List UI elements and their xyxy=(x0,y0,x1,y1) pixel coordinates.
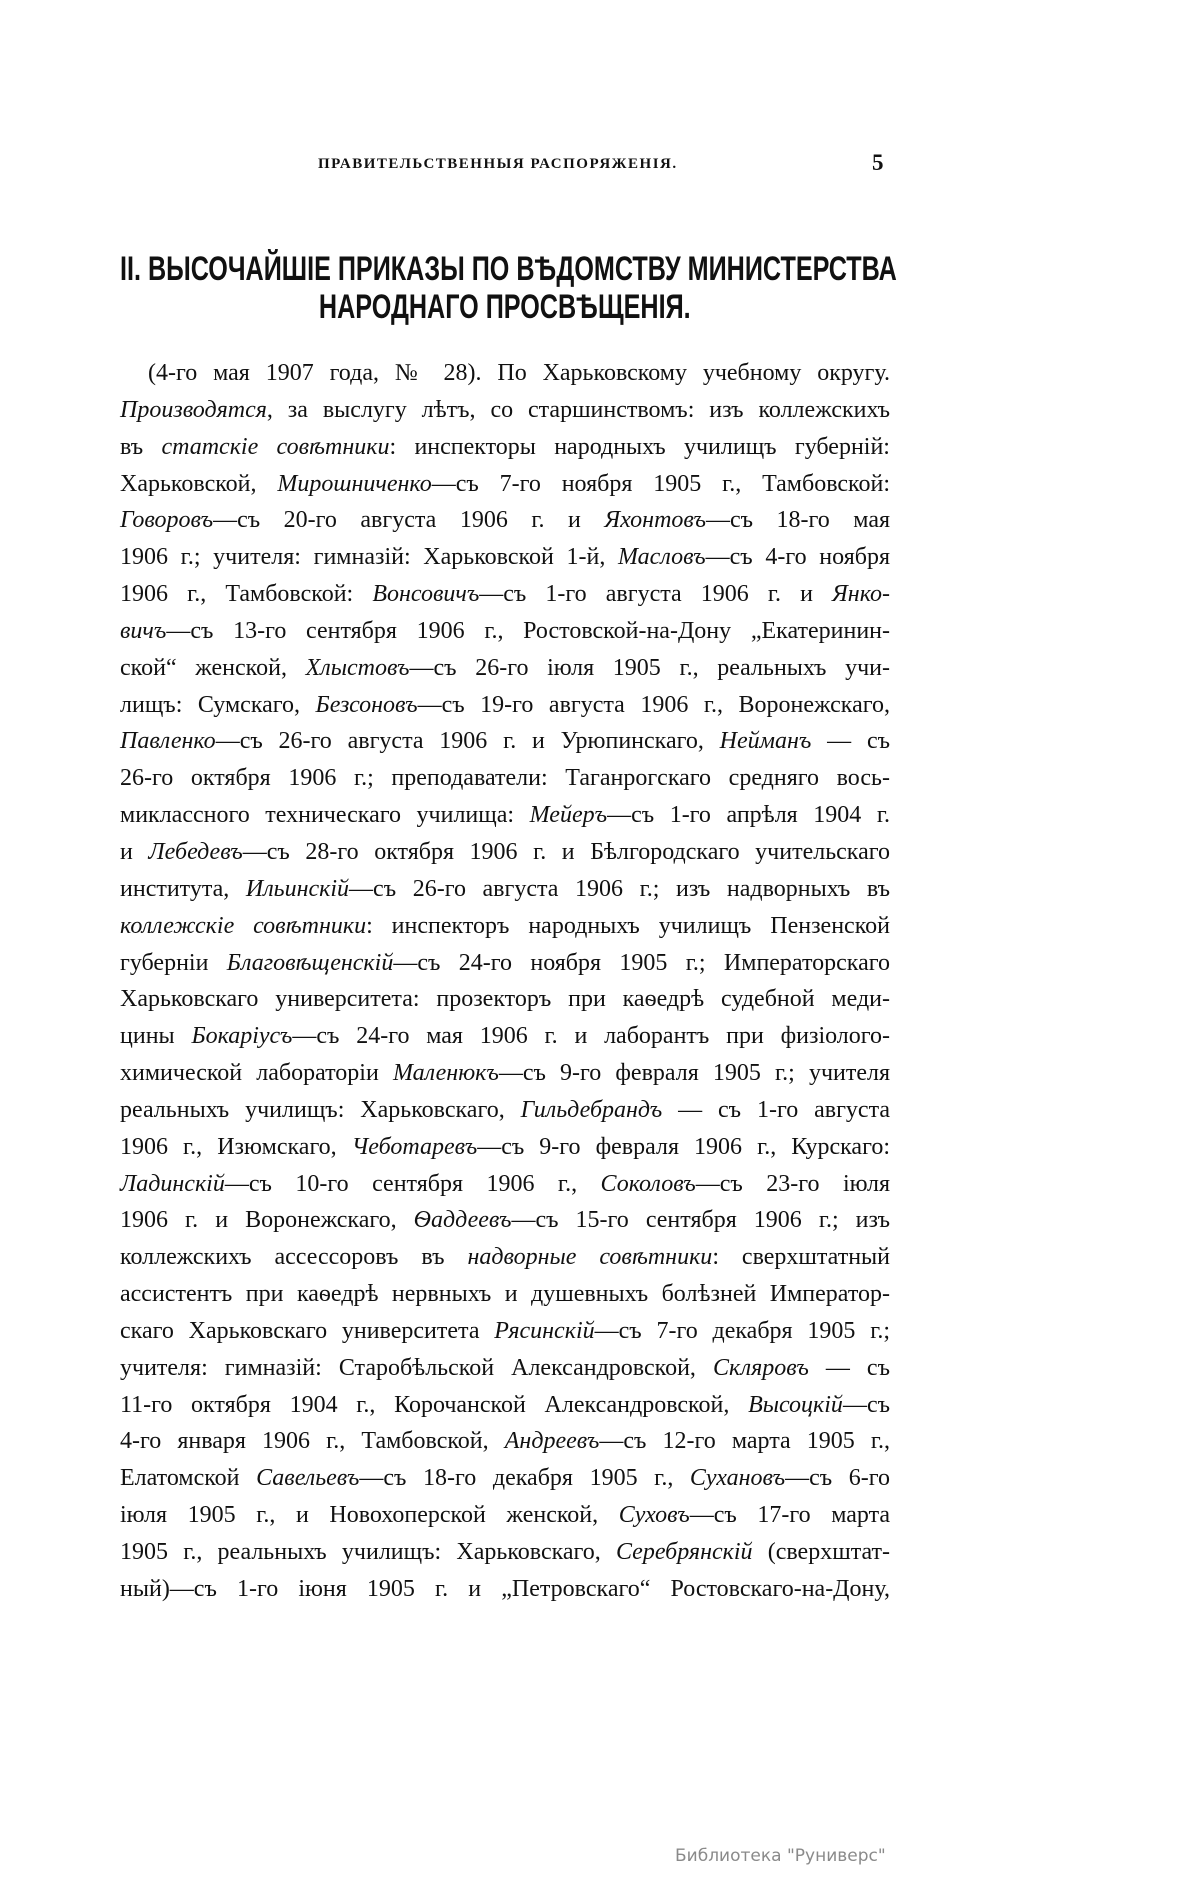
library-watermark: Библиотека "Руниверс" xyxy=(675,1846,886,1866)
text-segment: 11-го октября 1904 г., Корочанской Александровской, xyxy=(120,1391,749,1418)
italic-name: Лебедевъ xyxy=(148,838,243,865)
text-segment: —съ 15-го сентября 1906 г.; изъ xyxy=(511,1207,890,1234)
text-segment: —съ 13-го сентября 1906 г., Ростовской-на-Дону „Екатеринин- xyxy=(166,617,890,644)
text-segment: —съ 9-го февраля 1905 г.; учителя xyxy=(498,1060,891,1087)
italic-name: Чеботаревъ xyxy=(351,1133,478,1160)
text-line xyxy=(120,723,890,760)
text-line xyxy=(120,1092,890,1129)
italic-name: вичъ xyxy=(120,617,167,644)
text-line xyxy=(120,1202,890,1239)
text-line xyxy=(120,539,890,576)
text-segment: ассистентъ при каѳедрѣ нервныхъ и душевныхъ болѣзней Император- xyxy=(120,1281,890,1308)
italic-name: Янко- xyxy=(832,581,891,608)
text-segment: —съ 24-го мая 1906 г. и лаборантъ при физіолого- xyxy=(292,1023,891,1050)
italic-name: Сухановъ xyxy=(689,1465,786,1492)
text-segment: —съ 17-го марта xyxy=(689,1502,890,1529)
italic-name: надворные совѣтники xyxy=(467,1244,713,1271)
text-segment: —съ 23-го іюля xyxy=(695,1170,890,1197)
text-line xyxy=(120,871,890,908)
text-line xyxy=(120,650,890,687)
text-segment: (сверхштат- xyxy=(752,1539,890,1565)
text-segment: , за выслугу лѣтъ, со старшинствомъ: изъ коллежскихъ xyxy=(266,396,890,423)
text-segment: —съ 12-го марта 1905 г., xyxy=(599,1428,890,1455)
text-segment: учителя: гимназій: Старобѣльской Александровской, xyxy=(120,1354,713,1381)
text-segment: —съ 1-го августа 1906 г. и xyxy=(479,581,833,608)
text-segment: —съ 26-го августа 1906 г. и Урюпинскаго, xyxy=(215,728,720,755)
text-segment: —съ 26-го августа 1906 г.; изъ надворныхъ въ xyxy=(349,875,891,902)
italic-name: Яхонтовъ xyxy=(604,507,706,534)
running-head: ПРАВИТЕЛЬСТВЕННЫЯ РАСПОРЯЖЕНІЯ. xyxy=(318,156,678,172)
text-line xyxy=(120,1166,890,1203)
italic-name: Павленко xyxy=(120,728,216,755)
text-segment: —съ 9-го февраля 1906 г., Курскаго: xyxy=(477,1133,890,1160)
italic-name: Гильдебрандъ xyxy=(520,1096,663,1123)
text-line xyxy=(120,797,890,834)
text-segment: Елатомской xyxy=(120,1465,257,1492)
text-segment: —съ 19-го августа 1906 г., Воронежскаго, xyxy=(417,691,890,718)
text-line xyxy=(120,613,890,650)
text-segment: 26-го октября 1906 г.; преподаватели: Таганрогскаго средняго вось- xyxy=(120,765,890,792)
text-segment: въ xyxy=(120,433,162,460)
text-segment: Харьковскаго университета: прозекторъ при каѳедрѣ судебной меди- xyxy=(120,986,890,1013)
text-segment: и xyxy=(120,838,149,865)
italic-name: Масловъ xyxy=(618,544,706,571)
text-line xyxy=(120,355,890,392)
text-segment: — съ xyxy=(808,1354,890,1381)
text-line xyxy=(120,1350,890,1387)
text-line xyxy=(120,945,890,982)
text-line xyxy=(120,502,890,539)
italic-name: Говоровъ xyxy=(120,507,214,534)
text-line xyxy=(120,687,890,724)
text-segment: —съ 18-го мая xyxy=(705,507,891,534)
text-segment: іюля 1905 г., и Новохоперской женской, xyxy=(120,1502,619,1529)
text-segment: института, xyxy=(120,875,246,902)
italic-name: Скляровъ xyxy=(712,1354,809,1381)
italic-name: Вонсовичъ xyxy=(372,581,480,608)
text-line xyxy=(120,1239,890,1276)
text-line xyxy=(120,908,890,945)
italic-name: Маленюкъ xyxy=(392,1060,499,1087)
text-segment: скаго Харьковскаго университета xyxy=(120,1317,495,1344)
text-line xyxy=(120,981,890,1018)
page-number: 5 xyxy=(872,150,884,175)
italic-name: Безсоновъ xyxy=(315,691,418,718)
italic-name: Суховъ xyxy=(618,1502,690,1529)
italic-name: Андреевъ xyxy=(504,1428,600,1455)
text-segment: ный)—съ 1-го іюня 1905 г. и „Петровскаго“ Ростовскаго-на-Дону, xyxy=(120,1575,890,1602)
text-segment: : инспекторъ народныхъ училищъ Пензенской xyxy=(366,912,890,939)
text-segment: цины xyxy=(120,1023,192,1050)
text-segment: — съ 1-го августа xyxy=(662,1096,890,1123)
text-line xyxy=(120,1276,890,1313)
italic-name: Высоцкій xyxy=(748,1391,843,1418)
text-segment: —съ 1-го апрѣля 1904 г. xyxy=(607,802,890,829)
text-line xyxy=(120,466,890,503)
text-segment: коллежскихъ ассессоровъ въ xyxy=(120,1244,468,1271)
italic-name: Хлыстовъ xyxy=(305,654,410,681)
text-segment: —съ xyxy=(842,1391,890,1418)
text-segment: химической лабораторіи xyxy=(120,1060,393,1087)
text-segment: 1905 г., реальныхъ училищъ: Харьковскаго, xyxy=(120,1539,616,1565)
text-segment: —съ 10-го сентября 1906 г., xyxy=(224,1170,601,1197)
text-segment: 1906 г., Изюмскаго, xyxy=(120,1133,352,1160)
text-line xyxy=(120,1018,890,1055)
italic-name: коллежскіе совѣтники xyxy=(120,912,367,939)
text-line xyxy=(120,392,890,429)
italic-name: Рясинскій xyxy=(494,1317,595,1344)
italic-name: Соколовъ xyxy=(600,1170,696,1197)
section-title-line-2: НАРОДНАГО ПРОСВѢЩЕНІЯ. xyxy=(318,288,691,326)
text-segment: —съ 7-го ноября 1905 г., Тамбовской: xyxy=(431,470,890,497)
text-line xyxy=(120,1055,890,1092)
italic-name: Серебрянскій xyxy=(616,1539,753,1565)
text-line xyxy=(120,1497,890,1534)
italic-name: Производятся xyxy=(120,396,267,423)
text-segment: : сверхштатный xyxy=(712,1244,891,1271)
body-text xyxy=(120,355,890,1608)
text-segment: — съ xyxy=(811,728,891,755)
text-line xyxy=(120,1129,890,1166)
text-line xyxy=(120,834,890,871)
italic-name: Нейманъ xyxy=(719,728,812,755)
italic-name: Мейеръ xyxy=(529,802,608,829)
italic-name: Мирошниченко xyxy=(277,470,432,497)
text-line xyxy=(120,1460,890,1497)
text-segment: —съ 28-го октября 1906 г. и Бѣлгородскаго учительскаго xyxy=(242,838,891,865)
italic-name: Ильинскій xyxy=(245,875,350,902)
section-title-line-1: II. ВЫСОЧАЙШІЕ ПРИКАЗЫ ПО ВѢДОМСТВУ МИНИСТЕРСТВА xyxy=(120,250,897,288)
text-segment: 1906 г., Тамбовской: xyxy=(120,581,373,608)
text-segment: (4-го мая 1907 года, № 28). По Харьковскому учебному округу. xyxy=(148,360,890,386)
text-segment: —съ 4-го ноября xyxy=(705,544,890,571)
text-segment: —съ 18-го декабря 1905 г., xyxy=(359,1465,690,1492)
text-segment: лищъ: Сумскаго, xyxy=(120,691,316,718)
text-segment: 1906 г. и Воронежскаго, xyxy=(120,1207,414,1234)
italic-name: Ѳаддеевъ xyxy=(413,1207,512,1234)
text-segment: —съ 24-го ноября 1905 г.; Императорскаго xyxy=(393,949,890,976)
italic-name: Ладинскій xyxy=(120,1170,225,1197)
text-segment: —съ 6-го xyxy=(785,1465,890,1492)
text-line xyxy=(120,1423,890,1460)
text-segment: губерніи xyxy=(120,949,227,976)
text-line xyxy=(120,1571,890,1608)
text-segment: —съ 20-го августа 1906 г. и xyxy=(213,507,605,534)
text-segment: 1906 г.; учителя: гимназій: Харьковской 1-й, xyxy=(120,544,619,571)
text-segment: Харьковской, xyxy=(120,470,278,497)
text-line xyxy=(120,576,890,613)
text-segment: —съ 26-го іюля 1905 г., реальныхъ учи- xyxy=(409,654,890,681)
text-segment: : инспекторы народныхъ училищъ губерній: xyxy=(389,433,890,460)
text-line xyxy=(120,760,890,797)
italic-name: статскіе совѣтники xyxy=(161,433,390,460)
text-line xyxy=(120,1313,890,1350)
text-line xyxy=(120,1387,890,1424)
text-segment: 4-го января 1906 г., Тамбовской, xyxy=(120,1428,505,1455)
section-title xyxy=(120,250,897,326)
text-line xyxy=(120,429,890,466)
italic-name: Бокаріусъ xyxy=(191,1023,293,1050)
text-segment: ской“ женской, xyxy=(120,654,306,681)
text-segment: миклассного техническаго училища: xyxy=(120,802,530,829)
italic-name: Савельевъ xyxy=(256,1465,360,1492)
italic-name: Благовѣщенскій xyxy=(226,949,394,976)
text-segment: —съ 7-го декабря 1905 г.; xyxy=(594,1317,891,1344)
text-line xyxy=(120,1534,890,1571)
text-segment: реальныхъ училищъ: Харьковскаго, xyxy=(120,1096,521,1123)
